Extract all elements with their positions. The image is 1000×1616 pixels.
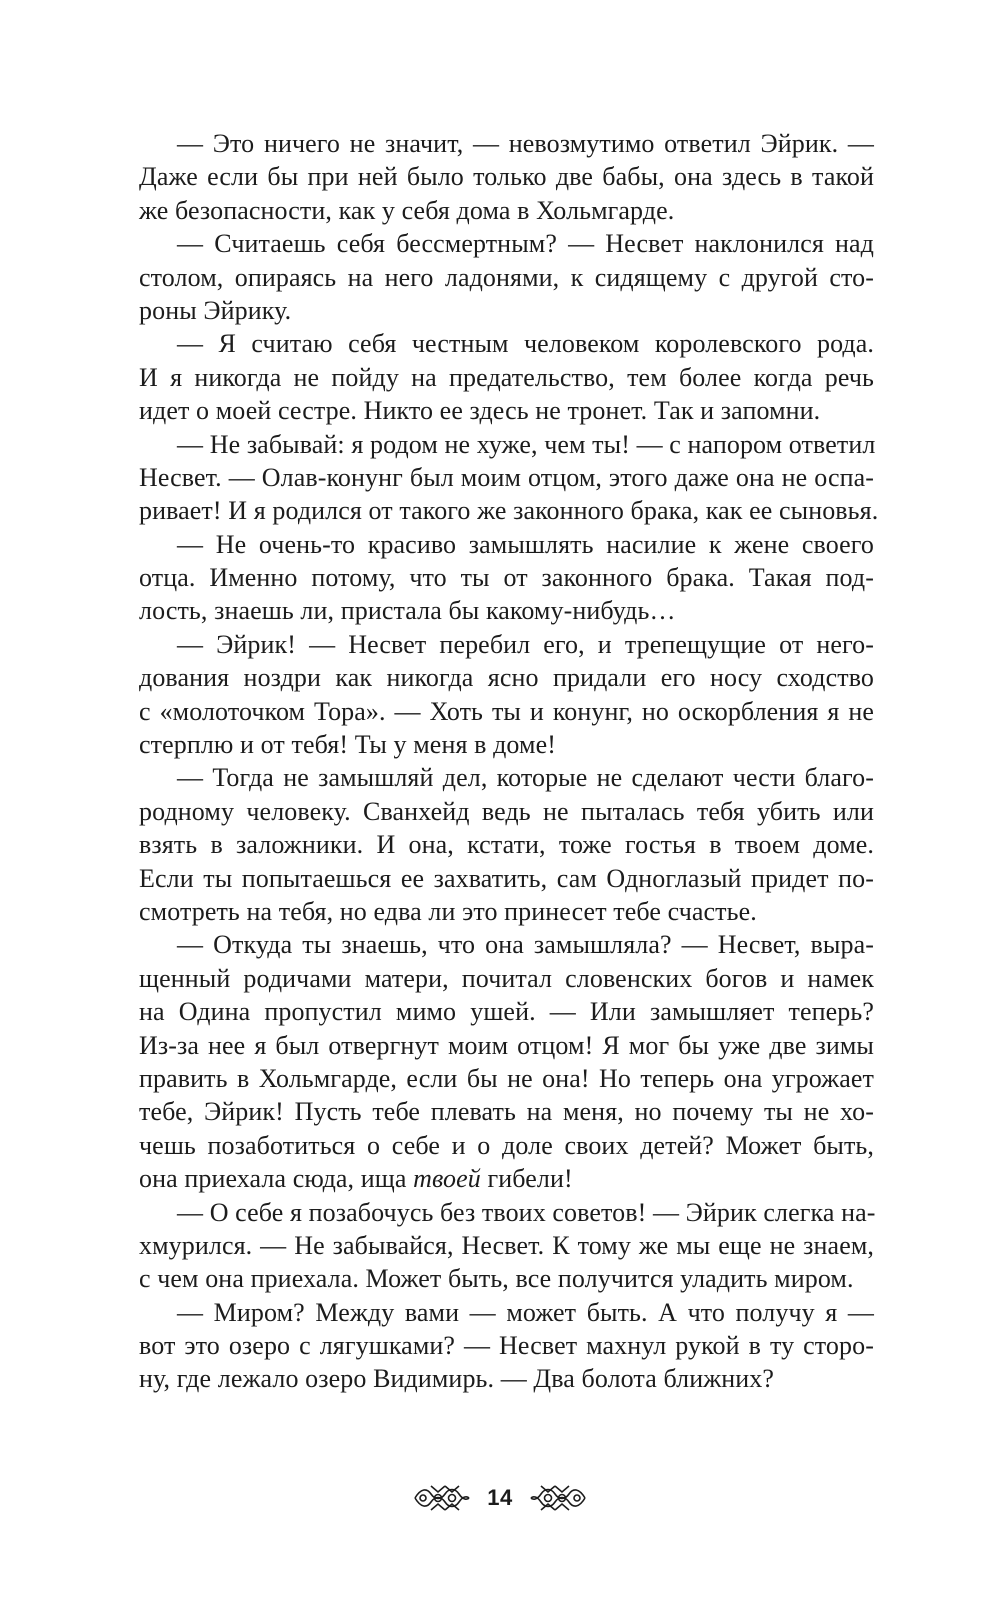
text-line: вот это озеро с лягушками? — Несвет махнул рукой в ту сторо-	[139, 1331, 874, 1361]
paragraph	[139, 528, 874, 628]
text-line: ну, где лежало озеро Видимирь. — Два болота ближних?	[139, 1364, 775, 1394]
text-line: — Я считаю себя честным человеком королевского рода.	[177, 329, 874, 359]
text-line: щенный родичами матери, почитал словенских богов и намек	[139, 963, 874, 993]
text-line: с «молоточком Тора». — Хоть ты и конунг, но оскорбления я не	[139, 696, 874, 726]
paragraph	[139, 127, 874, 227]
text-line: — Считаешь себя бессмертным? — Несвет наклонился над	[177, 229, 874, 259]
text-line: столом, опираясь на него ладонями, к сидящему с другой сто-	[139, 262, 874, 292]
knot-ornament-icon	[411, 1480, 473, 1516]
text-line: — Не забывай: я родом не хуже, чем ты! — с напором ответил	[177, 429, 876, 459]
text-line: — Откуда ты знаешь, что она замышляла? — Несвет, выра-	[177, 930, 874, 960]
text-line: с чем она приехала. Может быть, все получится уладить миром.	[139, 1264, 854, 1294]
text-line: — Это ничего не значит, — невозмутимо ответил Эйрик. —	[177, 129, 874, 158]
paragraph	[139, 761, 874, 928]
paragraph	[139, 428, 879, 528]
body-text	[139, 127, 879, 1396]
text-line: Из-за нее я был отвергнут моим отцом! Я мог бы уже две зимы	[139, 1030, 874, 1060]
text-line: же безопасности, как у себя дома в Хольмгарде.	[139, 195, 675, 225]
text-line: хмурился. — Не забывайся, Несвет. К тому же мы еще не знаем,	[139, 1230, 874, 1260]
text-line: — Миром? Между вами — может быть. А что получу я —	[177, 1297, 874, 1327]
text-line: — Тогда не замышляй дел, которые не сделают чести благо-	[177, 763, 874, 793]
paragraph	[139, 628, 874, 762]
emphasis-text: твоей	[413, 1164, 481, 1194]
text-line: идет о моей сестре. Никто ее здесь не тронет. Так и запомни.	[139, 396, 821, 426]
text-line: править в Хольмгарде, если бы не она! Но теперь она угрожает	[139, 1063, 874, 1093]
text-line: чешь позаботиться о себе и о доле своих детей? Может быть,	[139, 1130, 874, 1160]
text-line: — Не очень-то красиво замышлять насилие к жене своего	[177, 529, 874, 559]
text-line: роны Эйрику.	[139, 295, 292, 325]
text-line: взять в заложники. И она, кстати, тоже гостья в твоем доме.	[139, 830, 874, 860]
text-line: дования ноздри как никогда ясно придали его носу сходство	[139, 663, 874, 693]
paragraph	[139, 327, 874, 427]
text-line: лость, знаешь ли, пристала бы какому-нибудь…	[139, 596, 676, 626]
text-line: смотреть на тебя, но едва ли это принесет тебе счастье.	[139, 896, 757, 926]
text-line: родному человеку. Сванхейд ведь не пыталась тебя убить или	[139, 796, 874, 826]
knot-ornament-icon	[527, 1480, 589, 1516]
paragraph	[139, 1196, 874, 1296]
text-line: на Одина пропустил мимо ушей. — Или замышляет теперь?	[139, 997, 874, 1027]
text-line: И я никогда не пойду на предательство, тем более когда речь	[139, 362, 874, 392]
paragraph	[139, 227, 874, 327]
text-line: отца. Именно потому, что ты от законного брака. Такая под-	[139, 563, 874, 593]
paragraph	[139, 1296, 874, 1396]
text-line: стерплю и от тебя! Ты у меня в доме!	[139, 730, 556, 760]
text-line: — Эйрик! — Несвет перебил его, и трепещущие от него-	[177, 629, 874, 659]
text-line: Если ты попытаешься ее захватить, сам Одноглазый придет по-	[139, 863, 874, 893]
page-number: 14	[487, 1485, 513, 1510]
paragraph	[139, 928, 874, 1195]
text-line: Несвет. — Олав-конунг был моим отцом, этого даже она не оспа-	[139, 462, 874, 492]
page-footer	[0, 1478, 1000, 1518]
text-line: тебе, Эйрик! Пусть тебе плевать на меня, но почему ты не хо-	[139, 1097, 874, 1127]
text-line: — О себе я позабочусь без твоих советов! — Эйрик слегка на-	[177, 1197, 876, 1227]
text-line: ривает! И я родился от такого же законного брака, как ее сыновья.	[139, 496, 879, 526]
text-line: Даже если бы при ней было только две бабы, она здесь в такой	[139, 162, 874, 192]
text-line: она приехала сюда, ища твоей гибели!	[139, 1164, 573, 1194]
